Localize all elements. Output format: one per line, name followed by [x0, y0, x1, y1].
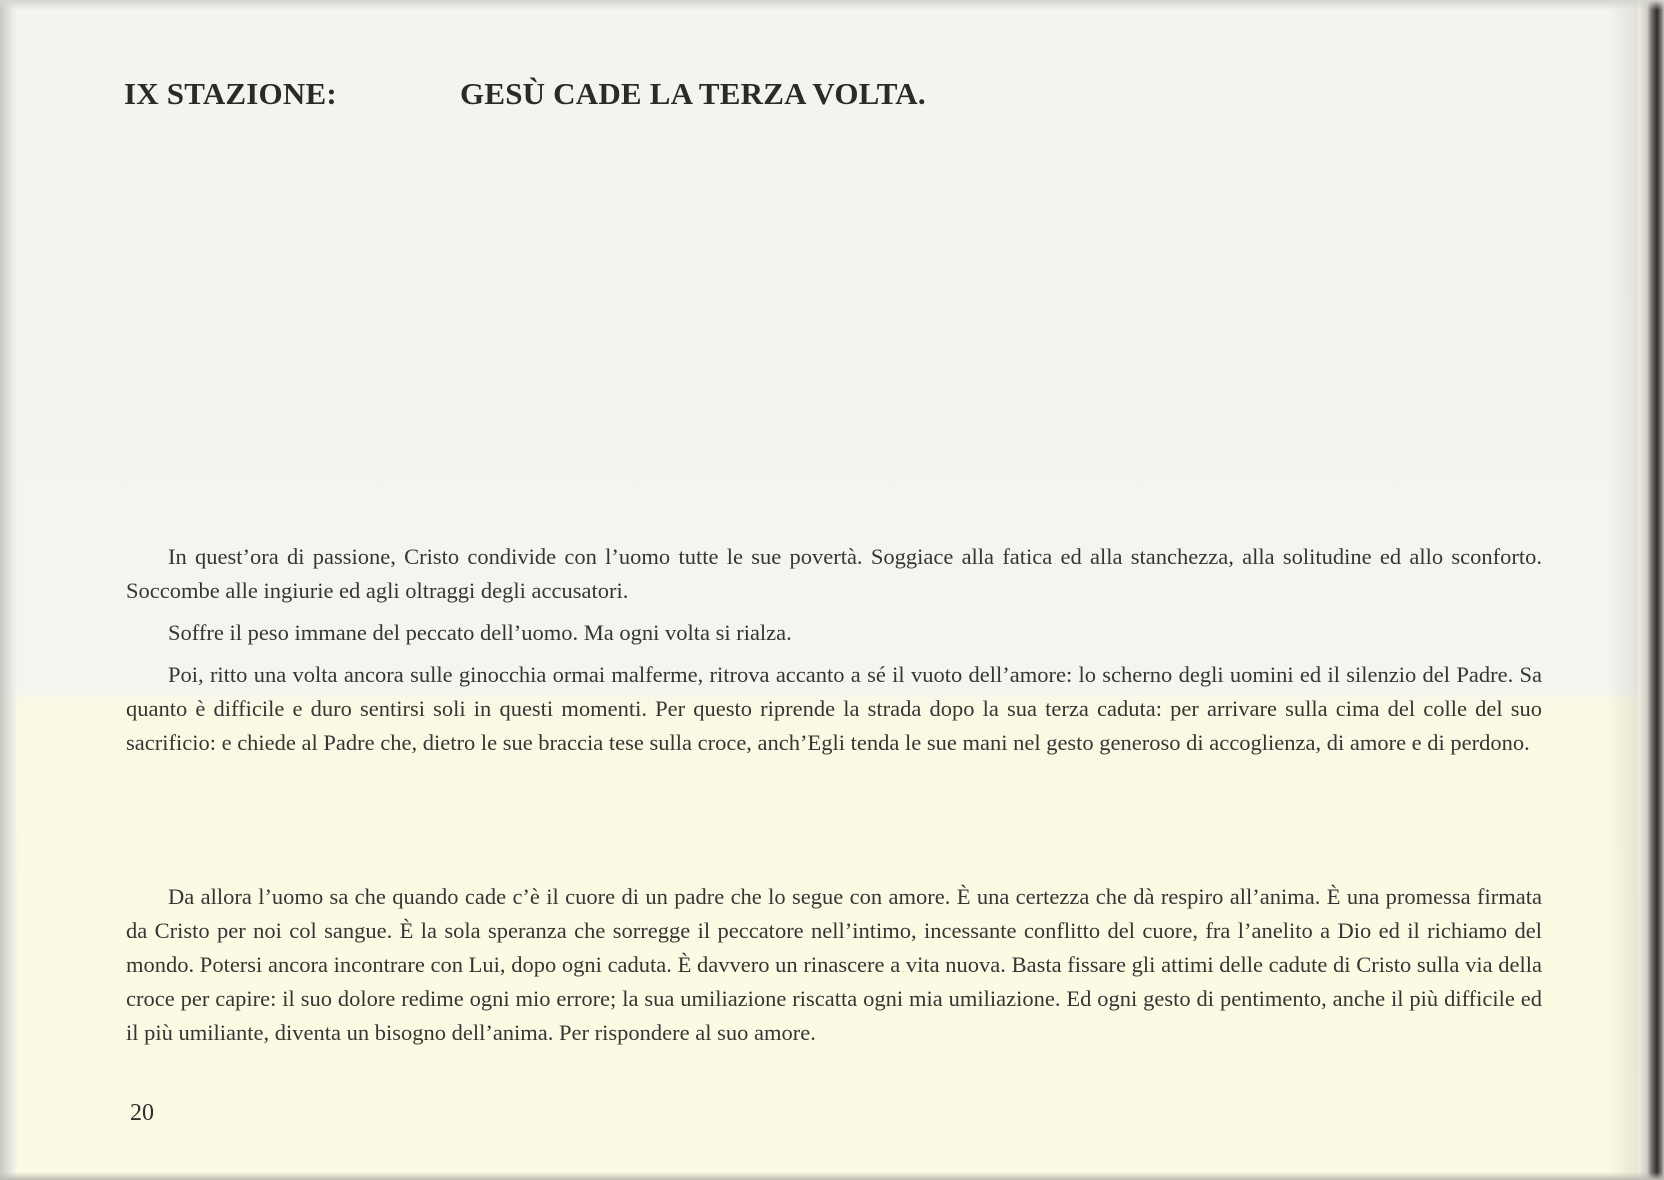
page-bottom-edge	[0, 1172, 1664, 1180]
station-heading	[124, 76, 926, 112]
paragraph-3: Poi, ritto una volta ancora sulle ginocchia ormai malferme, ritrova accanto a sé il vuoto dell’amore: lo scherno degli uomini ed il silenzio del Padre. Sa quanto è difficile e duro sentirsi soli in questi momenti. Per questo riprende la strada dopo la sua terza caduta: per arrivare sulla cima del colle del suo sacrificio: e chiede al Padre che, dietro le sue braccia tese sulla croce, anch’Egli tenda le sue mani nel gesto generoso di accoglienza, di amore e di perdono.	[126, 662, 1542, 755]
paragraph-4: Da allora l’uomo sa che quando cade c’è il cuore di un padre che lo segue con amore. È una certezza che dà respiro all’anima. È una promessa firmata da Cristo per noi col sangue. È la sola speranza che sorregge il peccatore nell’intimo, incessante conflitto del cuore, fra l’anelito a Dio ed il richiamo del mondo. Potersi ancora incontrare con Lui, dopo ogni caduta. È davvero un rinascere a vita nuova. Basta fissare gli attimi delle cadute di Cristo sulla via della croce per capire: il suo dolore redime ogni mio errore; la sua umiliazione riscatta ogni mia umiliazione. Ed ogni gesto di pentimento, anche il più difficile ed il più umiliante, diventa un bisogno dell’anima. Per rispondere al suo amore.	[126, 884, 1542, 1045]
paragraph-1: In quest’ora di passione, Cristo condivide con l’uomo tutte le sue povertà. Soggiace alla fatica ed alla stanchezza, alla solitudine ed allo sconforto. Soccombe alle ingiurie ed agli oltraggi degli accusatori.	[126, 544, 1542, 603]
meditation-text-lower	[126, 880, 1542, 1058]
page-number: 20	[130, 1100, 154, 1126]
paragraph-2: Soffre il peso immane del peccato dell’uomo. Ma ogni volta si rialza.	[168, 620, 792, 645]
spine-shadow	[1608, 0, 1638, 1180]
book-spine	[1638, 0, 1664, 1180]
station-number: IX STAZIONE:	[124, 76, 337, 111]
station-title: GESÙ CADE LA TERZA VOLTA.	[460, 76, 926, 111]
meditation-text-upper	[126, 540, 1542, 768]
